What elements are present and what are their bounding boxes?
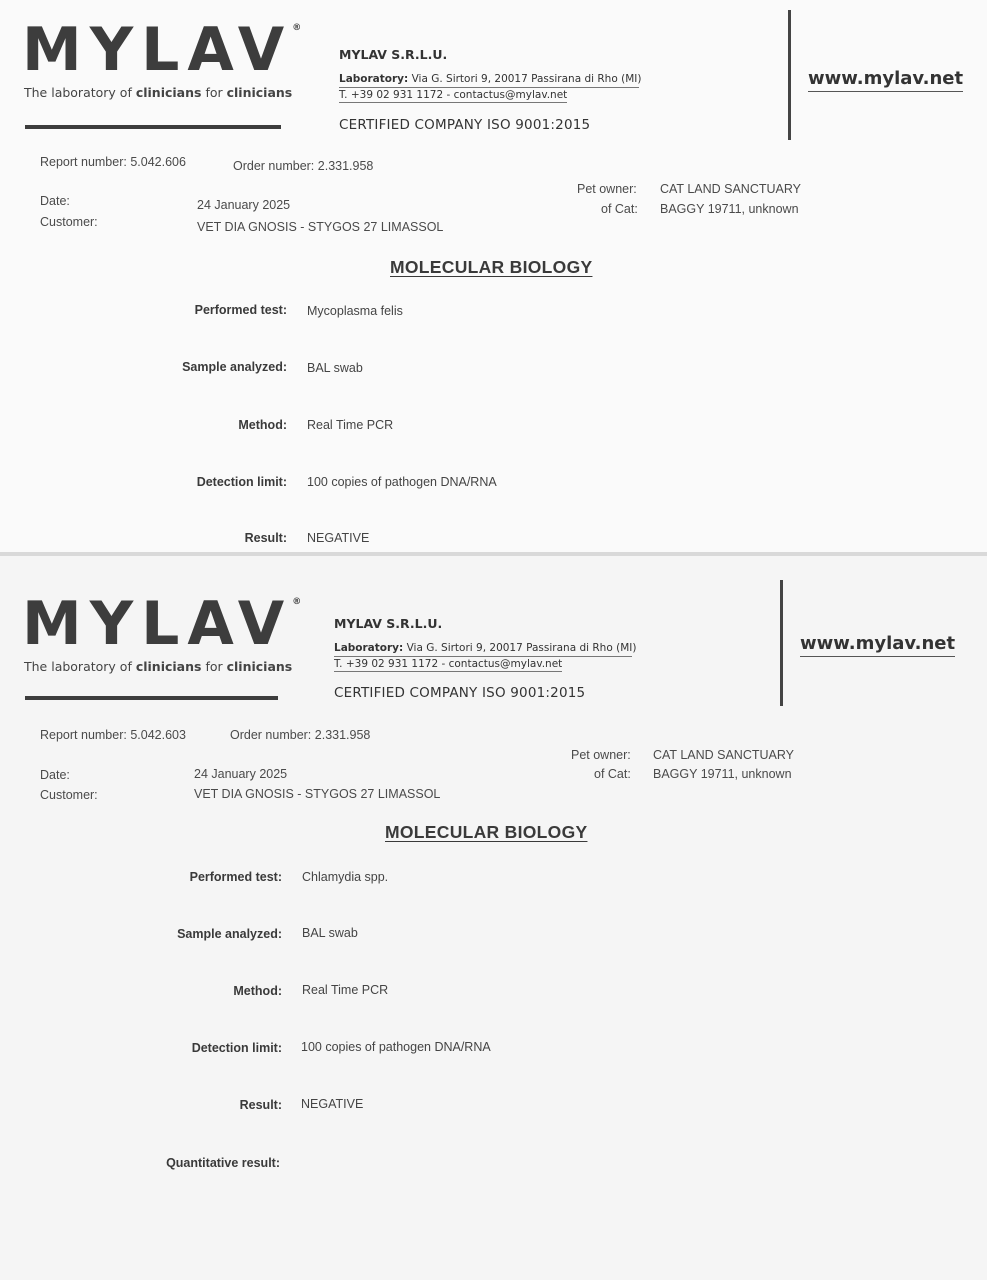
contact-line: T. +39 02 931 1172 - contactus@mylav.net	[339, 89, 568, 101]
date-label: Date:	[40, 194, 70, 208]
website-link[interactable]: www.mylav.net	[800, 633, 955, 657]
sample-analyzed-label: Sample analyzed:	[177, 927, 282, 941]
date-value: 24 January 2025	[194, 767, 288, 781]
pet-owner-value: CAT LAND SANCTUARY	[660, 182, 802, 196]
report-number: Report number: 5.042.606	[40, 155, 186, 169]
customer-value: VET DIA GNOSIS - STYGOS 27 LIMASSOL	[197, 220, 444, 234]
order-number: Order number: 2.331.958	[230, 728, 371, 742]
lab-address-rule	[334, 656, 632, 657]
detection-limit-value: 100 copies of pathogen DNA/RNA	[307, 475, 497, 489]
section-title: MOLECULAR BIOLOGY	[385, 822, 588, 842]
sample-analyzed-value: BAL swab	[307, 361, 363, 375]
report-number: Report number: 5.042.603	[40, 728, 186, 742]
result-value: NEGATIVE	[301, 1097, 364, 1111]
pet-owner-label: Pet owner:	[577, 182, 637, 196]
mylav-logo: MYLAV®	[22, 589, 302, 659]
pet-owner-label: Pet owner:	[571, 748, 631, 762]
website-link[interactable]: www.mylav.net	[808, 68, 963, 92]
date-label: Date:	[40, 768, 70, 782]
logo-rule	[25, 125, 281, 129]
method-label: Method:	[233, 984, 282, 998]
performed-test-value: Chlamydia spp.	[302, 870, 389, 884]
order-number: Order number: 2.331.958	[233, 159, 374, 173]
logo-tagline: The laboratory of clinicians for clinicians	[24, 659, 293, 674]
logo-rule	[25, 696, 278, 700]
cat-value: BAGGY 19711, unknown	[653, 767, 792, 781]
lab-address: Laboratory: Via G. Sirtori 9, 20017 Passirana di Rho (MI)	[339, 73, 642, 85]
date-value: 24 January 2025	[197, 198, 291, 212]
report-sheet-2	[0, 556, 987, 1280]
section-title: MOLECULAR BIOLOGY	[390, 257, 593, 277]
detection-limit-label: Detection limit:	[196, 475, 287, 489]
detection-limit-label: Detection limit:	[191, 1041, 282, 1055]
customer-value: VET DIA GNOSIS - STYGOS 27 LIMASSOL	[194, 787, 441, 801]
certification: CERTIFIED COMPANY ISO 9001:2015	[339, 117, 591, 133]
result-label: Result:	[244, 531, 287, 545]
cat-label: of Cat:	[594, 767, 631, 781]
method-label: Method:	[238, 418, 287, 432]
quantitative-result-label: Quantitative result:	[166, 1156, 280, 1170]
result-label: Result:	[239, 1098, 282, 1112]
logo-tagline: The laboratory of clinicians for clinicians	[24, 85, 293, 100]
result-value: NEGATIVE	[307, 531, 370, 545]
cat-label: of Cat:	[601, 202, 638, 216]
performed-test-value: Mycoplasma felis	[307, 304, 403, 318]
method-value: Real Time PCR	[302, 983, 389, 997]
performed-test-label: Performed test:	[194, 303, 287, 317]
report-sheet-1	[0, 0, 987, 552]
method-value: Real Time PCR	[307, 418, 394, 432]
cat-value: BAGGY 19711, unknown	[660, 202, 799, 216]
customer-label: Customer:	[40, 215, 98, 229]
header-divider	[780, 580, 783, 706]
company-name: MYLAV S.R.L.U.	[334, 616, 443, 631]
pet-owner-value: CAT LAND SANCTUARY	[653, 748, 795, 762]
customer-label: Customer:	[40, 788, 98, 802]
mylav-logo: MYLAV®	[22, 15, 302, 85]
sample-analyzed-label: Sample analyzed:	[182, 360, 287, 374]
lab-address-rule	[339, 87, 639, 88]
contact-line: T. +39 02 931 1172 - contactus@mylav.net	[334, 658, 563, 670]
company-name: MYLAV S.R.L.U.	[339, 47, 448, 62]
certification: CERTIFIED COMPANY ISO 9001:2015	[334, 685, 586, 701]
detection-limit-value: 100 copies of pathogen DNA/RNA	[301, 1040, 491, 1054]
performed-test-label: Performed test:	[189, 870, 282, 884]
lab-address: Laboratory: Via G. Sirtori 9, 20017 Passirana di Rho (MI)	[334, 642, 637, 654]
header-divider	[788, 10, 791, 140]
sample-analyzed-value: BAL swab	[302, 926, 358, 940]
